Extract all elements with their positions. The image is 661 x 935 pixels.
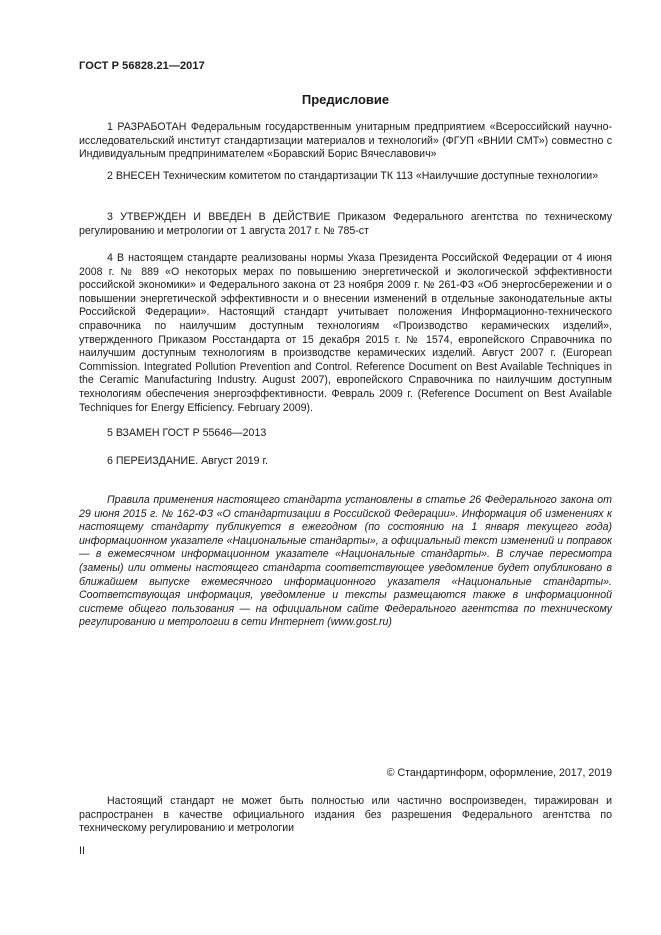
page-number: II	[79, 845, 85, 857]
section-title: Предисловие	[301, 92, 390, 107]
foreword-item-6: 6 ПЕРЕИЗДАНИЕ. Август 2019 г.	[107, 455, 268, 467]
reproduction-notice: Настоящий стандарт не может быть полностью или частично воспроизведен, тиражирован и распространен в качестве официального издания без разрешения Федерального агентства по техническому регулированию и метрологии	[79, 795, 612, 835]
foreword-item-4: 4 В настоящем стандарте реализованы нормы Указа Президента Российской Федерации от 4 июня 2008 г. № 889 «О некоторых мерах по повышению энергетической и экологической эффективности российской экономики» и Федерального закона от 23 ноября 2009 г. № 261-ФЗ «Об энергосбережении и о повышении энергетической эффективности и о внесении изменений в отдельные законодательные акты Российской Федерации». Настоящий стандарт учитывает положения Информационно-технического справочника по наилучшим доступным технологиям «Производство керамических изделий», утвержденного Приказом Росстандарта от 15 декабря 2015 г. № 1574, европейского Справочника по наилучшим доступным технологиям в производстве керамических изделий. Август 2007 г. (European Commission. Integrated Pollution Prevention and Control. Reference Document on Best Available Techniques in the Ceramic Manufacturing Industry. August 2007), европейского Справочника по наилучшим доступным технологиям обеспечения энергоэффективности. Февраль 2009 г. (Reference Document on Best Available Techniques for Energy Efficiency. February 2009).	[79, 252, 612, 414]
foreword-item-1: 1 РАЗРАБОТАН Федеральным государственным унитарным предприятием «Всероссийский научно-исследовательский институт стандартизации материалов и технологий» (ФГУП «ВНИИ СМТ») совместно с Индивидуальным предпринимателем «Боравский Борис Вячеславович»	[79, 121, 612, 161]
document-code: ГОСТ Р 56828.21—2017	[79, 60, 205, 72]
foreword-item-5: 5 ВЗАМЕН ГОСТ Р 55646—2013	[107, 427, 267, 439]
foreword-item-2: 2 ВНЕСЕН Техническим комитетом по стандартизации ТК 113 «Наилучшие доступные технологии»	[107, 170, 599, 182]
application-rules-note: Правила применения настоящего стандарта установлены в статье 26 Федерального закона от 29 июня 2015 г. № 162-ФЗ «О стандартизации в Российской Федерации». Информация об изменениях к настоящему стандарту публикуется в ежегодном (по состоянию на 1 января текущего года) информационном указателе «Национальные стандарты», а официальный текст изменений и поправок — в ежемесячном информационном указателе «Национальные стандарты». В случае пересмотра (замены) или отмены настоящего стандарта соответствующее уведомление будет опубликовано в ближайшем выпуске ежемесячного информационного указателя «Национальные стандарты». Соответствующая информация, уведомление и тексты размещаются также в информационной системе общего пользования — на официальном сайте Федерального агентства по техническому регулированию и метрологии в сети Интернет (www.gost.ru)	[79, 494, 612, 629]
copyright-line: © Стандартинформ, оформление, 2017, 2019	[386, 767, 612, 779]
foreword-item-3: 3 УТВЕРЖДЕН И ВВЕДЕН В ДЕЙСТВИЕ Приказом Федерального агентства по техническому регулированию и метрологии от 1 августа 2017 г. № 785-ст	[79, 211, 612, 237]
